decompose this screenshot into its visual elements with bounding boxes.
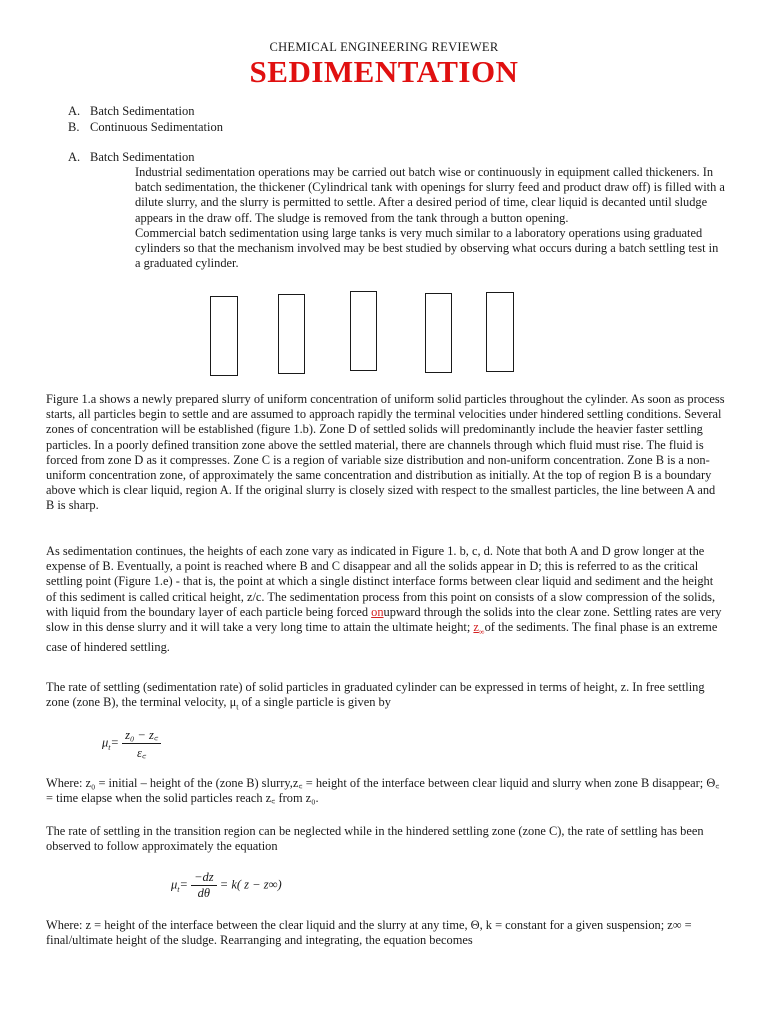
figure-description-paragraph: Figure 1.a shows a newly prepared slurry of uniform concentration of uniform solid particles throughout the cylinder. As soon as process starts, all particles begin to settle and are assumed to approach rapidly the terminal velocities under hindered settling conditions. Several zones of concentration will be established (figure 1.b). Zone D of settled solids will predominantly include the heavier faster settling particles. In a poorly defined transition zone above the settled material, there are channels through which fluid must rise. The fluid is forced from zone D as it compresses. Zone C is a region of variable size distribution and non-uniform concentration. Zone B is a non-uniform concentration zone, of approximately the same concentration and distribution as initially. At the top of region B is a boundary above which is clear liquid, region A. If the original slurry is closely sized with respect to the smallest particles, the line between A and B is sharp.	[46, 392, 725, 513]
outline-item-b	[68, 120, 223, 136]
equation-hindered-settling: $\mu_t=$ $\frac{-dz}{d\theta}$ = k( z − z∞)	[171, 870, 282, 900]
outline-marker: A.	[68, 104, 81, 118]
equation-terminal-velocity: $\mu_t=$ $\frac{\text{z₀ − z꜀}}{\varepsilon꜀}$	[102, 726, 161, 761]
where-paragraph-2: Where: z = height of the interface between the clear liquid and the slurry at any time, Θ, k = constant for a given suspension; z∞ = final/ultimate height of the sludge. Rearranging and integrating, the equation becomes	[46, 918, 692, 948]
section-a-paragraph-1: Industrial sedimentation operations may be carried out batch wise or continuously in equipment called thickeners. In batch sedimentation, the thickener (Cylindrical tank with openings for slurry feed and product draw off) is filled with a dilute slurry, and the slurry is permitted to settle. After a desired period of time, clear liquid is decanted until sludge appears in the draw off. The sludge is removed from the tank through a button opening.	[135, 165, 725, 225]
tracked-change-text: $z_\infty$	[473, 620, 485, 637]
paragraph-text: The rate of settling (sedimentation rate) of solid particles in graduated cylinder can be expressed in terms of height, z. In free settling zone (zone B), the terminal velocity, μ	[46, 680, 705, 710]
outline-label: Continuous Sedimentation	[90, 119, 223, 134]
section-a-body	[135, 165, 725, 271]
section-marker: A.	[68, 150, 81, 164]
outline-list	[68, 104, 223, 135]
section-a-heading	[68, 150, 195, 165]
outline-marker: B.	[68, 119, 80, 134]
cylinder-d	[425, 293, 452, 373]
cylinder-a	[210, 296, 238, 376]
cylinder-b	[278, 294, 305, 374]
cylinder-e	[486, 292, 514, 372]
subscript: t	[236, 702, 239, 712]
header-subtitle: CHEMICAL ENGINEERING REVIEWER	[269, 40, 499, 54]
paragraph-text: upward through the solids into the clear zone. Settling rates are very slow in this dense slurry and it will take a very long time to attain the ultimate height;	[46, 604, 722, 635]
section-a-paragraph-2: Commercial batch sedimentation using large tanks is very much similar to a laboratory operations using graduated cylinders so that the mechanism involved may be best studied by observing what occurs during a batch settling test in a graduated cylinder.	[135, 225, 719, 271]
outline-item-a	[68, 104, 223, 120]
paragraph-text: of a single particle is given by	[238, 695, 391, 710]
paragraph-text: of the sediments. The final phase is an extreme case of hindered settling.	[46, 620, 718, 654]
tracked-change-text: on	[371, 604, 384, 619]
paragraph-text: As sedimentation continues, the heights of each zone vary as indicated in Figure 1. b, c, d. Note that both A and D grow longer at the expense of B. Eventually, a point is reached where B and C disappear and all the solids appear in D; this is referred to as the critical settling point (Figure 1.e) - that is, the point at which a single distinct interface forms between clear liquid and sediment and the height of this sediment is called critical height, z/c. The sedimentation process from this point on consists of a slow compression of the solids, with liquid from the boundary layer of each particle being forced	[46, 544, 716, 619]
sedimentation-continues-paragraph	[46, 544, 726, 655]
section-heading-text: Batch Sedimentation	[90, 150, 195, 164]
where-paragraph-1: Where: z₀ = initial – height of the (zone B) slurry,z꜀ = height of the interface between clear liquid and slurry when zone B disappear; Θ꜀ = time elapse when the solid particles reach z꜀ from z₀.	[46, 776, 720, 806]
page-title: SEDIMENTATION	[249, 54, 519, 89]
outline-label: Batch Sedimentation	[90, 104, 195, 118]
transition-paragraph: The rate of settling in the transition region can be neglected while in the hindered settling zone (zone C), the rate of settling has been observed to follow approximately the equation	[46, 824, 704, 854]
cylinder-c	[350, 291, 377, 371]
settling-rate-paragraph	[46, 680, 726, 715]
